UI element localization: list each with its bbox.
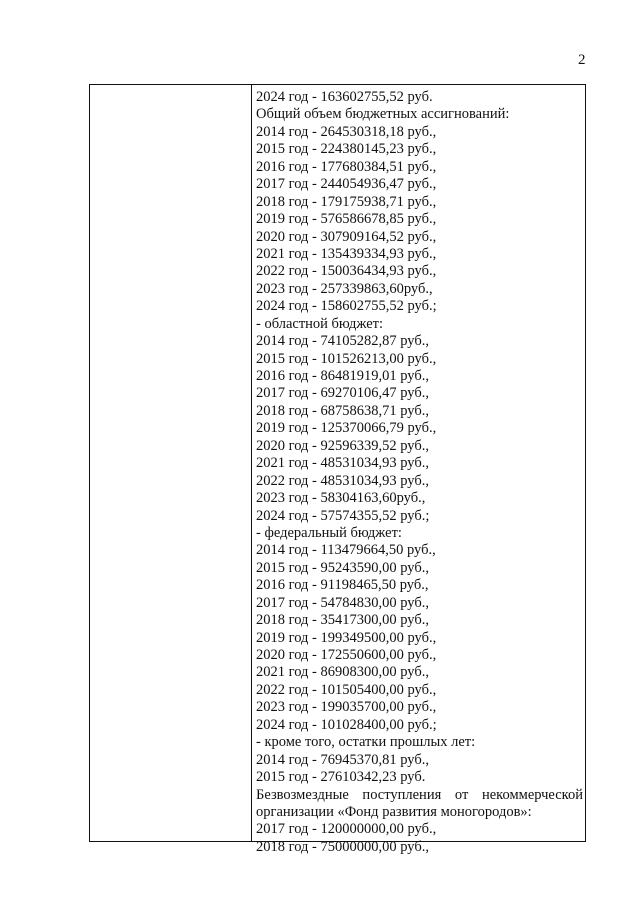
text-line: 2014 год - 76945370,81 руб., xyxy=(256,751,429,768)
text-line: 2015 год - 27610342,23 руб. xyxy=(256,769,426,786)
column-divider xyxy=(251,85,252,841)
text-line: 2022 год - 48531034,93 руб., xyxy=(256,472,429,489)
text-line: 2014 год - 113479664,50 руб., xyxy=(256,542,436,559)
text-line: 2023 год - 58304163,60руб., xyxy=(256,490,426,507)
text-line: 2019 год - 199349500,00 руб., xyxy=(256,629,437,646)
text-line: - федеральный бюджет: xyxy=(256,524,402,541)
text-line: 2021 год - 48531034,93 руб., xyxy=(256,455,429,472)
text-line: 2017 год - 54784830,00 руб., xyxy=(256,594,429,611)
text-line: - областной бюджет: xyxy=(256,315,384,332)
text-line: 2017 год - 244054936,47 руб., xyxy=(256,176,437,193)
text-line: 2016 год - 91198465,50 руб., xyxy=(256,577,429,594)
text-line: 2024 год - 163602755,52 руб. xyxy=(256,89,433,105)
text-line: 2018 год - 179175938,71 руб., xyxy=(256,193,437,210)
text-line: 2015 год - 101526213,00 руб., xyxy=(256,350,437,367)
text-line: 2021 год - 135439334,93 руб., xyxy=(256,245,437,262)
text-line: 2018 год - 75000000,00 руб., xyxy=(256,838,429,855)
text-line: 2015 год - 224380145,23 руб., xyxy=(256,141,437,158)
text-line: 2024 год - 57574355,52 руб.; xyxy=(256,507,430,524)
text-line: 2018 год - 35417300,00 руб., xyxy=(256,612,429,629)
text-line: 2014 год - 264530318,18 руб., xyxy=(256,123,437,140)
text-line: 2022 год - 150036434,93 руб., xyxy=(256,263,437,280)
page-number: 2 xyxy=(578,52,586,68)
text-line: 2017 год - 69270106,47 руб., xyxy=(256,385,429,402)
text-line: 2015 год - 95243590,00 руб., xyxy=(256,559,429,576)
text-line: 2014 год - 74105282,87 руб., xyxy=(256,333,429,350)
document-table xyxy=(89,84,586,855)
text-line: 2023 год - 257339863,60руб., xyxy=(256,280,433,297)
text-line: 2016 год - 86481919,01 руб., xyxy=(256,368,429,384)
text-line: 2020 год - 172550600,00 руб., xyxy=(256,647,437,663)
text-line: - кроме того, остатки прошлых лет: xyxy=(256,734,476,751)
text-line: Общий объем бюджетных ассигнований: xyxy=(256,106,510,123)
text-line: 2023 год - 199035700,00 руб., xyxy=(256,699,437,716)
text-line: 2021 год - 86908300,00 руб., xyxy=(256,664,429,681)
text-line: 2020 год - 92596339,52 руб., xyxy=(256,437,429,454)
text-line: Безвозмездные поступления от некоммерческой xyxy=(256,786,583,803)
text-line: 2018 год - 68758638,71 руб., xyxy=(256,402,429,419)
text-line: 2024 год - 158602755,52 руб.; xyxy=(256,298,437,315)
text-line: 2019 год - 125370066,79 руб., xyxy=(256,420,437,437)
text-line: 2020 год - 307909164,52 руб., xyxy=(256,228,437,245)
text-line: 2017 год - 120000000,00 руб., xyxy=(256,821,437,838)
text-line: 2016 год - 177680384,51 руб., xyxy=(256,158,437,175)
text-line: 2024 год - 101028400,00 руб.; xyxy=(256,716,437,733)
text-line: 2022 год - 101505400,00 руб., xyxy=(256,681,437,698)
text-line: организации «Фонд развития моногородов»: xyxy=(256,803,532,820)
text-line: 2019 год - 576586678,85 руб., xyxy=(256,211,437,228)
table-cell-content xyxy=(256,89,583,856)
